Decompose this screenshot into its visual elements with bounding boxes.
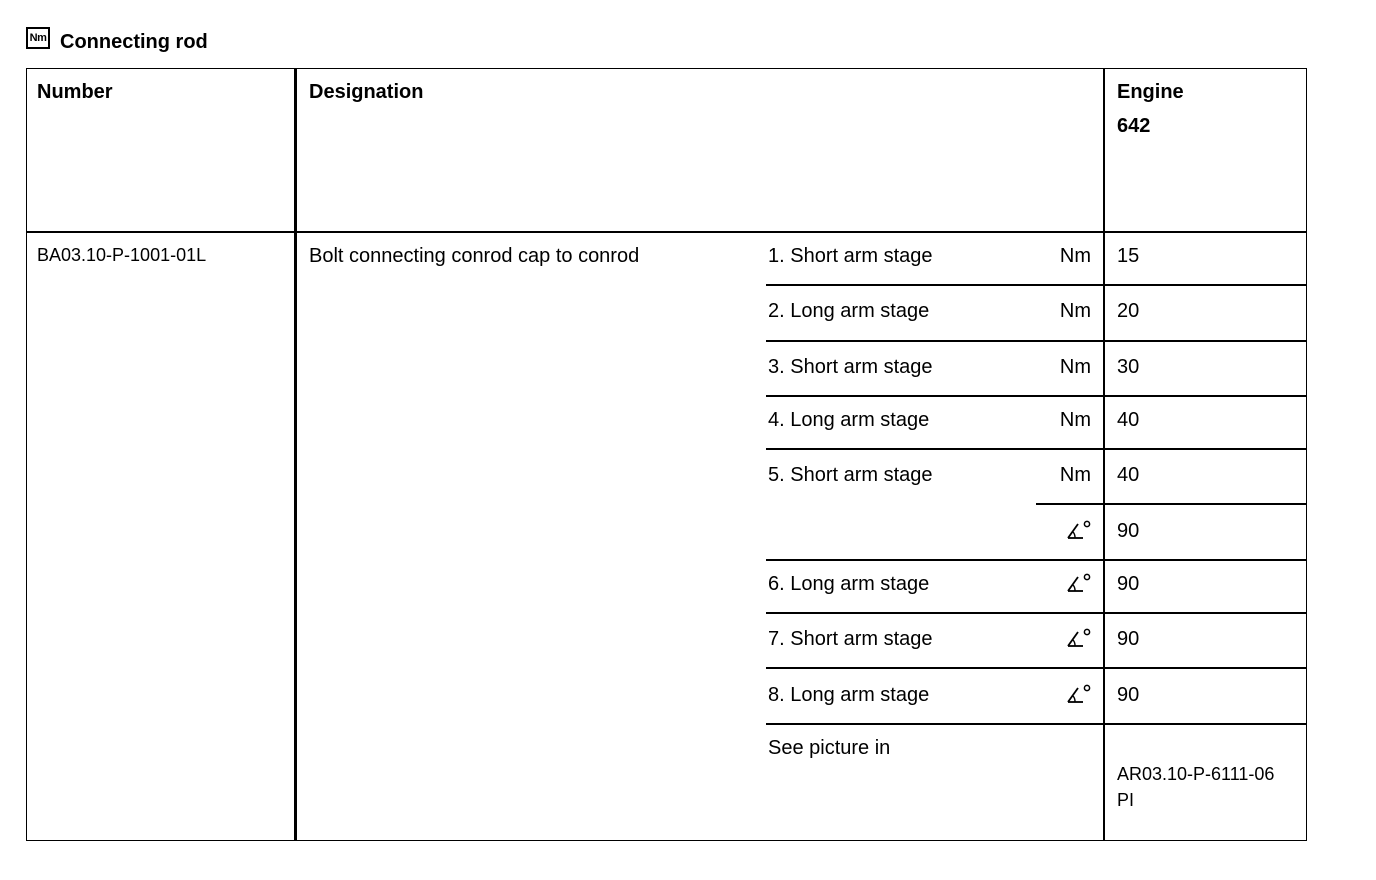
stage-value: 15 xyxy=(1117,245,1140,267)
stage-divider xyxy=(1036,503,1306,505)
col-divider-number xyxy=(294,69,297,840)
stage-value: 40 xyxy=(1117,464,1140,486)
torque-nm-icon: Nm xyxy=(26,27,50,49)
stage-divider xyxy=(766,723,1306,725)
stage-label: 7. Short arm stage xyxy=(768,628,933,650)
stage-value: 30 xyxy=(1117,356,1140,378)
stage-label: 8. Long arm stage xyxy=(768,684,930,706)
section-header xyxy=(26,28,208,56)
stage-label: 3. Short arm stage xyxy=(768,356,933,378)
header-designation: Designation xyxy=(309,81,424,103)
header-engine-model: 642 xyxy=(1117,115,1151,137)
stage-unit: Nm xyxy=(1059,300,1091,322)
picture-reference-link[interactable]: AR03.10-P-6111-06 xyxy=(1117,764,1275,784)
stage-label: 5. Short arm stage xyxy=(768,464,933,486)
angle-degree-icon xyxy=(1064,518,1094,542)
angle-degree-icon xyxy=(1064,626,1094,650)
stage-value: 90 xyxy=(1117,520,1140,542)
header-divider xyxy=(27,231,1306,233)
stage-unit: Nm xyxy=(1059,409,1091,431)
stage-value: 40 xyxy=(1117,409,1140,431)
stage-divider xyxy=(766,340,1306,342)
torque-table xyxy=(26,68,1307,841)
see-picture-label: See picture in xyxy=(768,737,891,759)
stage-unit: Nm xyxy=(1059,464,1091,486)
stage-label: 1. Short arm stage xyxy=(768,245,933,267)
row-number: BA03.10-P-1001-01L xyxy=(37,245,207,265)
stage-unit: Nm xyxy=(1059,245,1091,267)
stage-unit: Nm xyxy=(1059,356,1091,378)
stage-label: 4. Long arm stage xyxy=(768,409,930,431)
stage-label: 2. Long arm stage xyxy=(768,300,930,322)
stage-divider xyxy=(766,559,1306,561)
stage-divider xyxy=(766,667,1306,669)
section-title: Connecting rod xyxy=(60,30,208,53)
stage-divider xyxy=(766,395,1306,397)
header-number: Number xyxy=(37,81,113,103)
row-designation: Bolt connecting conrod cap to conrod xyxy=(309,245,640,267)
angle-degree-icon xyxy=(1064,571,1094,595)
stage-divider xyxy=(766,448,1306,450)
picture-reference-link-cont[interactable]: PI xyxy=(1117,790,1135,810)
stage-value: 90 xyxy=(1117,684,1140,706)
stage-label: 6. Long arm stage xyxy=(768,573,930,595)
header-engine: Engine xyxy=(1117,81,1184,103)
stage-value: 90 xyxy=(1117,628,1140,650)
stage-value: 20 xyxy=(1117,300,1140,322)
stage-divider xyxy=(766,284,1306,286)
stage-value: 90 xyxy=(1117,573,1140,595)
stage-divider xyxy=(766,612,1306,614)
angle-degree-icon xyxy=(1064,682,1094,706)
